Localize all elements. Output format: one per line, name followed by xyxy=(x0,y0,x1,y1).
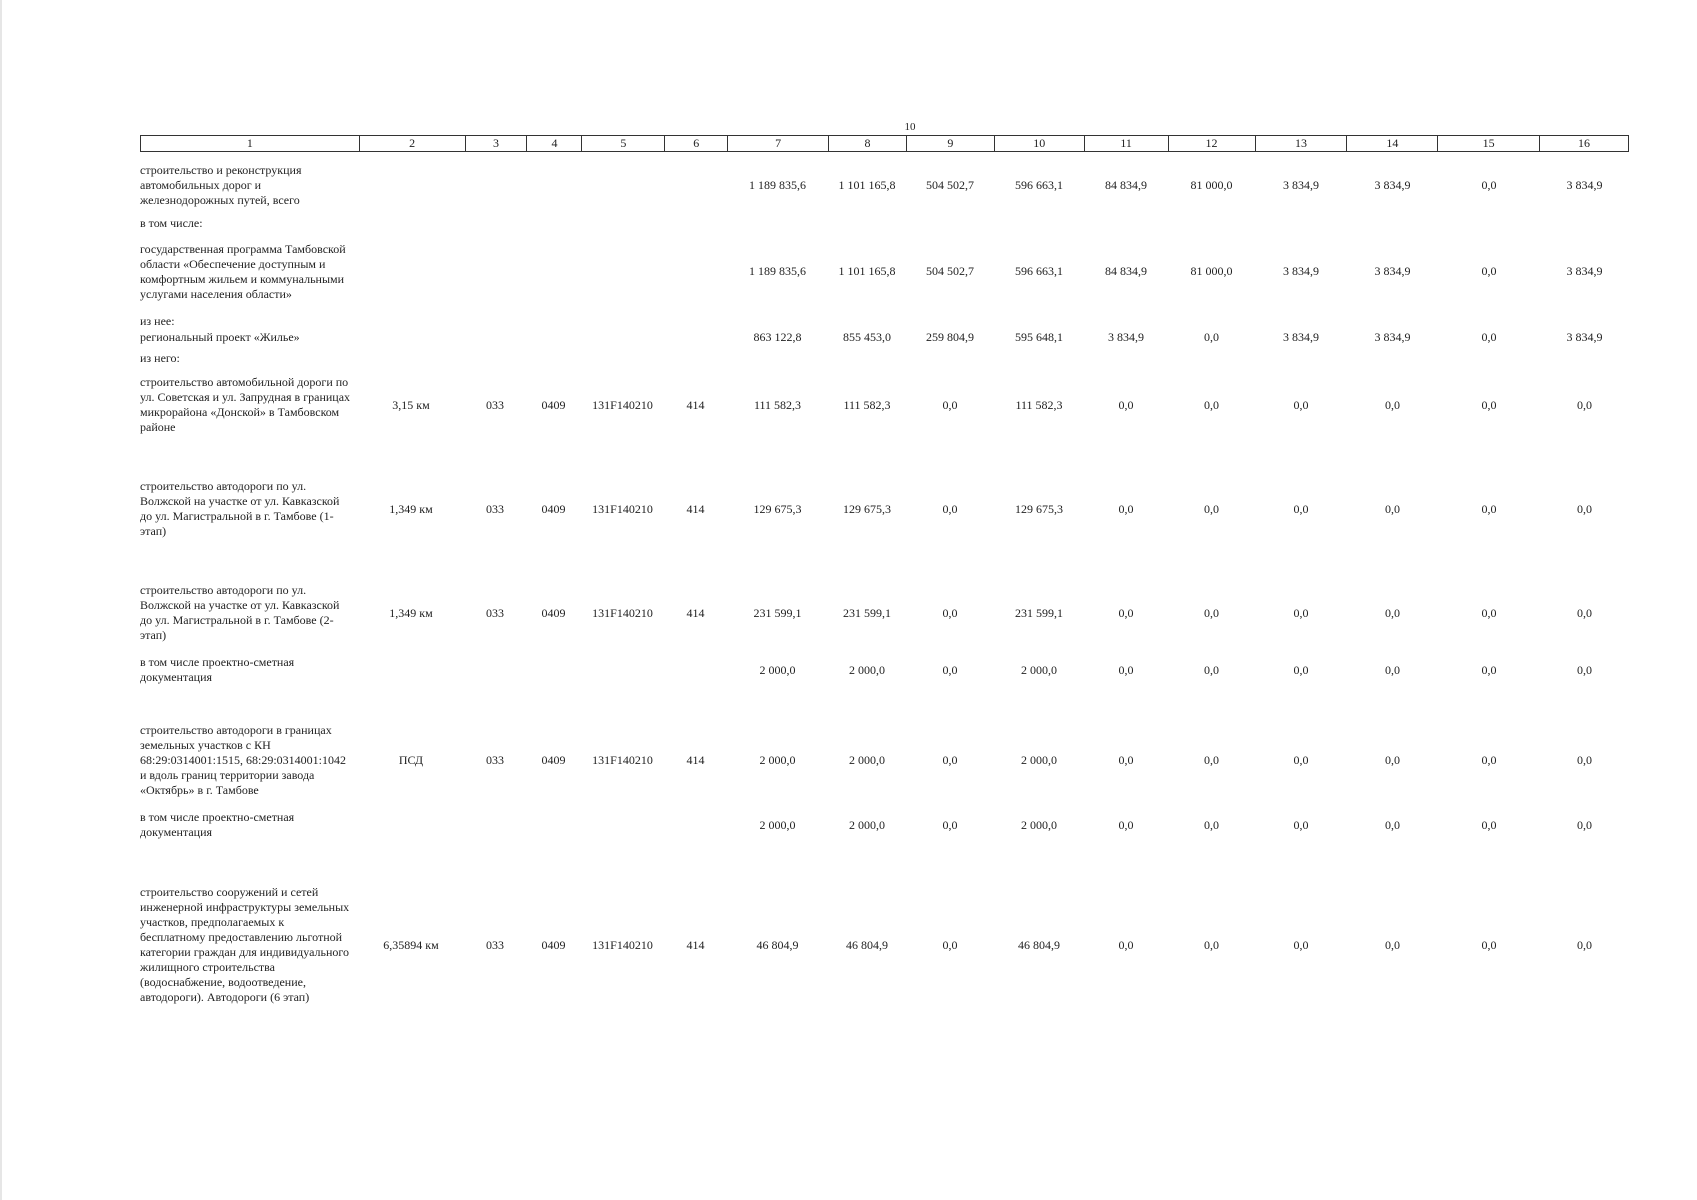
header-cell: 7 xyxy=(727,136,828,151)
row-cell-col14: 0,0 xyxy=(1385,817,1400,832)
row-cell-col7: 1 189 835,6 xyxy=(749,178,806,192)
row-description: региональный проект «Жилье» xyxy=(140,330,300,344)
header-cell: 4 xyxy=(526,136,581,151)
row-cell-col7: 2 000,0 xyxy=(759,817,796,832)
row-cell-col9: 0,0 xyxy=(942,937,958,952)
row-cell-col5: 131F140210 xyxy=(592,501,653,516)
row-cell-col9: 0,0 xyxy=(942,605,958,620)
row-cell-col16: 3 834,9 xyxy=(1566,264,1603,278)
row-cell-col14: 3 834,9 xyxy=(1374,264,1411,278)
row-cell-col8: 2 000,0 xyxy=(849,817,885,832)
row-cell-col10: 129 675,3 xyxy=(1015,501,1063,516)
row-cell-col5: 131F140210 xyxy=(592,397,653,412)
table-row xyxy=(140,163,1629,208)
row-cell-col15: 0,0 xyxy=(1481,264,1497,278)
row-cell-col12: 0,0 xyxy=(1204,501,1219,516)
row-description: государственная программа Тамбовской области «Обеспечение доступным и комфортным жильем и коммунальными услугами населения области» xyxy=(140,241,346,301)
label-iz-nee: из нее: xyxy=(140,314,175,328)
row-cell-col10: 111 582,3 xyxy=(1015,397,1063,412)
row-cell-col12: 0,0 xyxy=(1204,397,1219,412)
row-cell-col13: 0,0 xyxy=(1293,817,1309,832)
row-cell-col8: 2 000,0 xyxy=(849,752,885,767)
row-cell-col14: 0,0 xyxy=(1385,937,1400,952)
page-number: 10 xyxy=(904,121,916,133)
row-cell-col7: 1 189 835,6 xyxy=(749,264,806,278)
row-cell-col2: 1,349 км xyxy=(389,501,433,516)
row-cell-col4: 0409 xyxy=(541,937,566,952)
row-cell-col11: 0,0 xyxy=(1118,397,1134,412)
header-cell: 9 xyxy=(906,136,994,151)
row-cell-col3: 033 xyxy=(486,752,504,767)
row-cell-col10: 596 663,1 xyxy=(1015,264,1063,278)
row-cell-col16: 0,0 xyxy=(1577,501,1592,516)
row-cell-col15: 0,0 xyxy=(1481,937,1497,952)
row-cell-col11: 3 834,9 xyxy=(1108,330,1144,344)
row-cell-col12: 0,0 xyxy=(1204,605,1219,620)
row-cell-col5: 131F140210 xyxy=(592,752,653,767)
row-cell-col2: 3,15 км xyxy=(392,397,430,412)
row-cell-col12: 0,0 xyxy=(1204,937,1219,952)
row-cell-col10: 46 804,9 xyxy=(1018,937,1060,952)
row-cell-col6: 414 xyxy=(686,937,705,952)
row-cell-col7: 46 804,9 xyxy=(756,937,799,952)
row-cell-col15: 0,0 xyxy=(1481,662,1497,677)
row-description: строительство сооружений и сетей инженерной инфраструктуры земельных участков, предполагаемых к бесплатному предоставлению льготной категории граждан для индивидуального жилищного строительства (водоснабжение, водоотведение, автодороги). Автодороги (6 этап) xyxy=(140,885,350,1004)
row-cell-col12: 0,0 xyxy=(1204,662,1219,677)
row-cell-col15: 0,0 xyxy=(1481,501,1497,516)
row-cell-col10: 596 663,1 xyxy=(1015,178,1063,192)
header-cell: 12 xyxy=(1168,136,1255,151)
row-cell-col3: 033 xyxy=(486,397,504,412)
row-cell-col14: 3 834,9 xyxy=(1374,330,1411,344)
row-cell-col11: 0,0 xyxy=(1118,605,1134,620)
row-cell-col4: 0409 xyxy=(541,501,566,516)
row-cell-col15: 0,0 xyxy=(1481,752,1497,767)
row-cell-col12: 81 000,0 xyxy=(1190,264,1233,278)
row-cell-col11: 84 834,9 xyxy=(1105,178,1147,192)
table-row xyxy=(140,809,1629,841)
header-cell: 14 xyxy=(1346,136,1437,151)
row-cell-col8: 231 599,1 xyxy=(843,605,891,620)
row-cell-col9: 504 502,7 xyxy=(926,178,974,192)
header-cell: 10 xyxy=(994,136,1084,151)
row-description: в том числе проектно-сметная документация xyxy=(140,810,295,839)
row-cell-col3: 033 xyxy=(486,937,504,952)
row-cell-col2: 1,349 км xyxy=(389,605,433,620)
label-v-tom-chisle: в том числе: xyxy=(140,216,203,230)
table-row xyxy=(140,714,1629,806)
row-cell-col6: 414 xyxy=(686,605,705,620)
row-cell-col16: 3 834,9 xyxy=(1566,330,1603,344)
row-cell-col8: 46 804,9 xyxy=(846,937,888,952)
header-cell: 6 xyxy=(664,136,727,151)
row-cell-col6: 414 xyxy=(686,397,705,412)
row-cell-col16: 0,0 xyxy=(1577,397,1592,412)
row-cell-col9: 0,0 xyxy=(942,662,958,677)
row-cell-col8: 855 453,0 xyxy=(843,330,891,344)
row-cell-col15: 0,0 xyxy=(1481,330,1497,344)
row-cell-col11: 0,0 xyxy=(1118,937,1134,952)
row-cell-col9: 504 502,7 xyxy=(926,264,974,278)
row-cell-col13: 0,0 xyxy=(1293,605,1309,620)
row-cell-col6: 414 xyxy=(686,501,705,516)
row-description: строительство автодороги в границах земельных участков с КН 68:29:0314001:1515, 68:29:0314001:1042 и вдоль границ территории завода «Октябрь» в г. Тамбове xyxy=(140,722,347,797)
row-cell-col9: 0,0 xyxy=(942,397,958,412)
row-cell-col9: 0,0 xyxy=(942,752,958,767)
row-cell-col15: 0,0 xyxy=(1481,178,1497,192)
table-header xyxy=(140,135,1629,152)
row-description: строительство автодороги по ул. Волжской на участке от ул. Кавказской до ул. Магистральной в г. Тамбове (2-этап) xyxy=(140,583,340,642)
row-cell-col14: 0,0 xyxy=(1385,662,1400,677)
header-cell: 5 xyxy=(581,136,664,151)
row-cell-col6: 414 xyxy=(686,752,705,767)
row-cell-col7: 2 000,0 xyxy=(759,662,796,677)
header-cell: 3 xyxy=(465,136,527,151)
row-cell-col11: 84 834,9 xyxy=(1105,264,1147,278)
header-cell: 8 xyxy=(828,136,906,151)
row-cell-col7: 111 582,3 xyxy=(753,397,802,412)
row-cell-col3: 033 xyxy=(486,605,504,620)
row-cell-col7: 129 675,3 xyxy=(753,501,802,516)
row-cell-col11: 0,0 xyxy=(1118,662,1134,677)
row-cell-col2: 6,35894 км xyxy=(383,937,439,952)
table-row xyxy=(140,366,1629,444)
row-cell-col12: 0,0 xyxy=(1204,752,1219,767)
table-row xyxy=(140,654,1629,686)
row-cell-col16: 0,0 xyxy=(1577,817,1592,832)
row-cell-col15: 0,0 xyxy=(1481,605,1497,620)
row-description: в том числе проектно-сметная документация xyxy=(140,655,295,684)
row-description: строительство автодороги по ул. Волжской на участке от ул. Кавказской до ул. Магистральной в г. Тамбове (1-этап) xyxy=(140,479,340,538)
row-cell-col4: 0409 xyxy=(541,397,566,412)
header-cell: 13 xyxy=(1255,136,1347,151)
row-cell-col16: 0,0 xyxy=(1577,752,1592,767)
row-cell-col13: 3 834,9 xyxy=(1283,264,1319,278)
row-cell-col7: 2 000,0 xyxy=(759,752,796,767)
row-cell-col16: 0,0 xyxy=(1577,662,1592,677)
row-cell-col16: 0,0 xyxy=(1577,937,1592,952)
row-cell-col7: 863 122,8 xyxy=(753,330,802,344)
row-cell-col16: 0,0 xyxy=(1577,605,1592,620)
row-cell-col7: 231 599,1 xyxy=(753,605,802,620)
label-iz-nego: из него: xyxy=(140,351,180,365)
table-row xyxy=(140,329,1629,346)
row-cell-col10: 2 000,0 xyxy=(1021,817,1057,832)
row-cell-col12: 81 000,0 xyxy=(1190,178,1233,192)
row-cell-col11: 0,0 xyxy=(1118,817,1134,832)
row-description: строительство автомобильной дороги по ул. Советская и ул. Запрудная в границах микрорайона «Донской» в Тамбовском районе xyxy=(140,375,351,434)
row-cell-col4: 0409 xyxy=(541,752,566,767)
row-cell-col13: 3 834,9 xyxy=(1283,330,1319,344)
row-cell-col5: 131F140210 xyxy=(592,605,653,620)
row-cell-col2: ПСД xyxy=(398,752,424,767)
header-cell: 1 xyxy=(246,136,253,150)
row-cell-col15: 0,0 xyxy=(1481,397,1497,412)
row-cell-col8: 1 101 165,8 xyxy=(838,264,896,278)
header-cell: 16 xyxy=(1539,136,1628,151)
row-cell-col13: 0,0 xyxy=(1293,937,1309,952)
row-cell-col11: 0,0 xyxy=(1118,501,1134,516)
row-cell-col8: 129 675,3 xyxy=(843,501,891,516)
table-row xyxy=(140,870,1629,1020)
row-cell-col12: 0,0 xyxy=(1204,817,1219,832)
row-cell-col11: 0,0 xyxy=(1118,752,1134,767)
row-cell-col8: 1 101 165,8 xyxy=(838,178,896,192)
header-cell: 2 xyxy=(359,136,465,151)
row-cell-col14: 0,0 xyxy=(1385,605,1400,620)
row-cell-col13: 0,0 xyxy=(1293,501,1309,516)
row-cell-col14: 3 834,9 xyxy=(1374,178,1411,192)
row-cell-col10: 595 648,1 xyxy=(1015,330,1063,344)
header-cell: 11 xyxy=(1084,136,1168,151)
row-cell-col13: 0,0 xyxy=(1293,662,1309,677)
row-cell-col14: 0,0 xyxy=(1385,752,1400,767)
row-cell-col9: 259 804,9 xyxy=(926,330,974,344)
row-cell-col8: 2 000,0 xyxy=(849,662,885,677)
row-cell-col10: 2 000,0 xyxy=(1021,752,1057,767)
row-cell-col10: 231 599,1 xyxy=(1015,605,1063,620)
row-cell-col14: 0,0 xyxy=(1385,397,1400,412)
row-cell-col12: 0,0 xyxy=(1204,330,1219,344)
row-cell-col10: 2 000,0 xyxy=(1021,662,1057,677)
row-description: строительство и реконструкция автомобильных дорог и железнодорожных путей, всего xyxy=(140,163,302,207)
row-cell-col3: 033 xyxy=(486,501,504,516)
table-row xyxy=(140,470,1629,548)
row-cell-col16: 3 834,9 xyxy=(1566,178,1603,192)
row-cell-col14: 0,0 xyxy=(1385,501,1400,516)
table-row xyxy=(140,231,1629,312)
row-cell-col4: 0409 xyxy=(541,605,566,620)
row-cell-col9: 0,0 xyxy=(942,817,958,832)
row-cell-col5: 131F140210 xyxy=(592,937,653,952)
row-cell-col15: 0,0 xyxy=(1481,817,1497,832)
scan-edge xyxy=(0,0,2,1200)
table-row xyxy=(140,574,1629,652)
header-cell: 15 xyxy=(1437,136,1539,151)
row-cell-col13: 0,0 xyxy=(1293,397,1309,412)
row-cell-col9: 0,0 xyxy=(942,501,958,516)
row-cell-col8: 111 582,3 xyxy=(843,397,891,412)
row-cell-col13: 0,0 xyxy=(1293,752,1309,767)
row-cell-col13: 3 834,9 xyxy=(1283,178,1319,192)
